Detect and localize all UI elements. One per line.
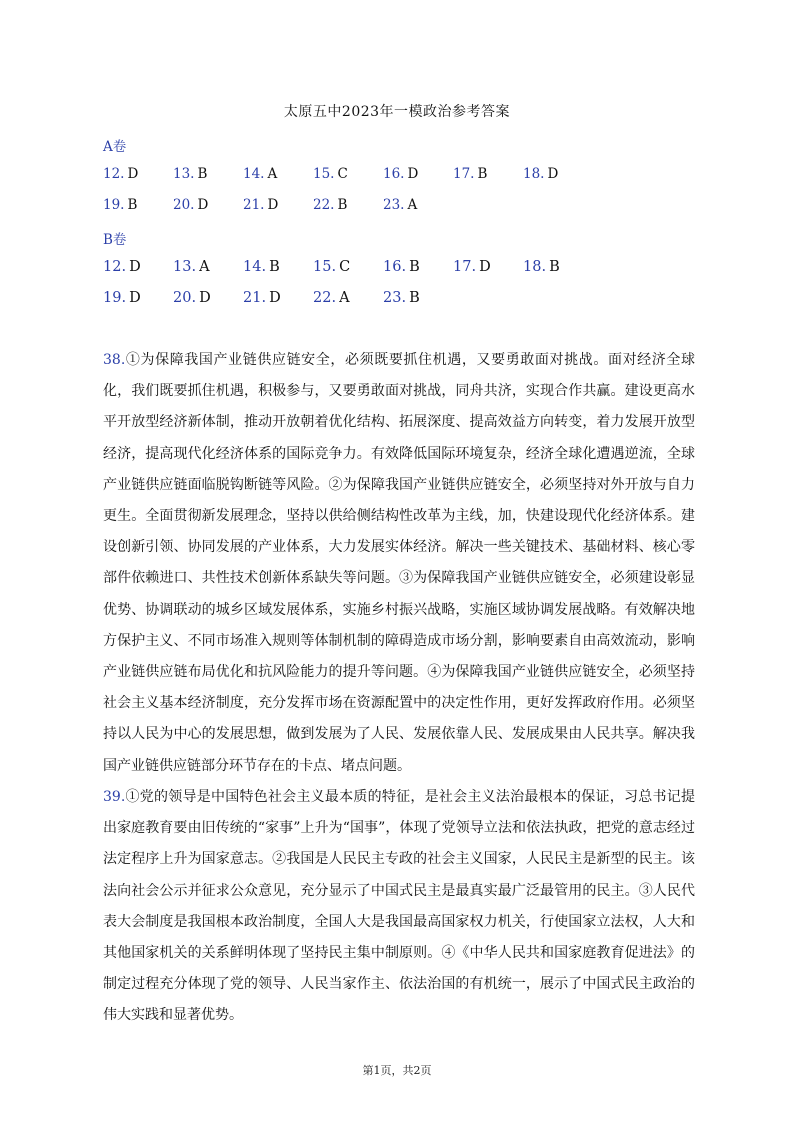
question-number: 15. <box>313 166 335 182</box>
answer-item <box>313 290 350 306</box>
question-number: 19. <box>103 197 125 213</box>
question-number: 22. <box>313 197 335 213</box>
answer-item <box>243 290 281 306</box>
answer-option: A <box>199 259 210 275</box>
answer-item <box>173 197 208 213</box>
answer-option: C <box>339 259 351 275</box>
answer-item <box>243 259 280 275</box>
answer-item <box>383 259 420 275</box>
answer-option: D <box>269 290 281 306</box>
question-number: 14. <box>243 259 267 275</box>
answer-item <box>173 290 211 306</box>
answer-option: D <box>127 166 139 182</box>
question-number: 21. <box>243 197 265 213</box>
answer-option: D <box>197 197 209 213</box>
answer-38-paragraph <box>103 345 695 782</box>
question-number: 21. <box>243 290 267 306</box>
answer-option: D <box>267 197 279 213</box>
answer-item <box>103 197 137 213</box>
question-number: 13. <box>173 166 195 182</box>
answer-item <box>383 197 417 213</box>
page-footer: 第1页，共2页 <box>362 1064 432 1077</box>
answer-item <box>103 290 141 306</box>
question-number: 20. <box>173 290 197 306</box>
answer-option: D <box>199 290 211 306</box>
answer-item <box>313 197 347 213</box>
question-number: 22. <box>313 290 337 306</box>
question-number: 15. <box>313 259 337 275</box>
question-number: 12. <box>103 166 125 182</box>
question-number: 12. <box>103 259 127 275</box>
answer-text: ①党的领导是中国特色社会主义最本质的特征，是社会主义法治最根本的保证，习总书记提出家庭教育要由旧传统的“家事”上升为“国事”，体现了党领导立法和依法执政，把党的意志经过法定程序上升为国家意志。②我国是人民民主专政的社会主义国家，人民民主是新型的民主。该法向社会公示并征求公众意见，充分显示了中国式民主是最真实最广泛最管用的民主。③人民代表大会制度是我国根本政治制度，全国人大是我国最高国家权力机关，行使国家立法权，人大和其他国家机关的关系鲜明体现了坚持民主集中制原则。④《中华人民共和国家庭教育促进法》的制定过程充分体现了党的领导、人民当家作主、依法治国的有机统一，展示了中国式民主政治的伟大实践和显著优势。 <box>103 789 695 1024</box>
answer-item <box>523 166 558 182</box>
answer-option: B <box>127 197 138 213</box>
answer-item <box>453 259 491 275</box>
question-number: 17. <box>453 166 475 182</box>
question-number: 38. <box>103 352 126 368</box>
answer-item <box>103 166 138 182</box>
answer-option: D <box>547 166 559 182</box>
question-number: 18. <box>523 166 545 182</box>
answer-option: B <box>477 166 488 182</box>
question-number: 17. <box>453 259 477 275</box>
answer-text: ①为保障我国产业链供应链安全，必须既要抓住机遇，又要勇敢面对挑战。面对经济全球化，我们既要抓住机遇，积极参与，又要勇敢面对挑战，同舟共济，实现合作共赢。建设更高水平开放型经济新体制，推动开放朝着优化结构、拓展深度、提高效益方向转变，着力发展开放型经济，提高现代化经济体系的国际竞争力。有效降低国际环境复杂，经济全球化遭遇逆流，全球产业链供应链面临脱钩断链等风险。②为保障我国产业链供应链安全，必须坚持对外开放与自力更生。全面贯彻新发展理念，坚持以供给侧结构性改革为主线，加，快建设现代化经济体系。建设创新引领、协同发展的产业体系，大力发展实体经济。解决一些关键技术、基础材料、核心零部件依赖进口、共性技术创新体系缺失等问题。③为保障我国产业链供应链安全，必须建设彰显优势、协调联动的城乡区域发展体系，实施乡村振兴战略，实施区域协调发展战略。有效解决地方保护主义、不同市场准入规则等体制机制的障碍造成市场分割，影响要素自由高效流动，影响产业链供应链布局优化和抗风险能力的提升等问题。④为保障我国产业链供应链安全，必须坚持社会主义基本经济制度，充分发挥市场在资源配置中的决定性作用，更好发挥政府作用。必须坚持以人民为中心的发展思想，做到发展为了人民、发展依靠人民、发展成果由人民共享。解决我国产业链供应链部分环节存在的卡点、堵点问题。 <box>103 352 695 774</box>
answer-option: D <box>129 290 141 306</box>
answer-item <box>243 166 277 182</box>
answer-option: B <box>409 259 420 275</box>
question-number: 13. <box>173 259 197 275</box>
answer-option: D <box>129 259 141 275</box>
answer-item <box>173 166 207 182</box>
page-title: 太原五中2023年一模政治参考答案 <box>283 104 511 120</box>
answer-option: A <box>407 197 418 213</box>
answer-item <box>383 166 418 182</box>
answer-item <box>313 166 348 182</box>
question-number: 16. <box>383 166 405 182</box>
answer-option: D <box>407 166 419 182</box>
answer-option: C <box>337 166 348 182</box>
question-number: 14. <box>243 166 265 182</box>
answer-item <box>383 290 420 306</box>
answer-item <box>523 259 560 275</box>
answer-option: A <box>267 166 278 182</box>
answer-option: B <box>269 259 280 275</box>
answer-item <box>173 259 210 275</box>
answer-option: B <box>337 197 348 213</box>
question-number: 39. <box>103 789 126 805</box>
answer-item <box>453 166 487 182</box>
question-number: 20. <box>173 197 195 213</box>
question-number: 16. <box>383 259 407 275</box>
question-number: 19. <box>103 290 127 306</box>
section-b-label: B卷 <box>103 232 127 248</box>
question-number: 23. <box>383 290 407 306</box>
answer-39-paragraph <box>103 782 695 1032</box>
answer-option: B <box>409 290 420 306</box>
answer-option: B <box>197 166 208 182</box>
answer-option: D <box>479 259 491 275</box>
section-a-label: A卷 <box>103 139 127 155</box>
answer-item <box>313 259 350 275</box>
answer-item <box>243 197 278 213</box>
answer-option: B <box>549 259 560 275</box>
answer-item <box>103 259 141 275</box>
answer-option: A <box>339 290 350 306</box>
question-number: 23. <box>383 197 405 213</box>
question-number: 18. <box>523 259 547 275</box>
